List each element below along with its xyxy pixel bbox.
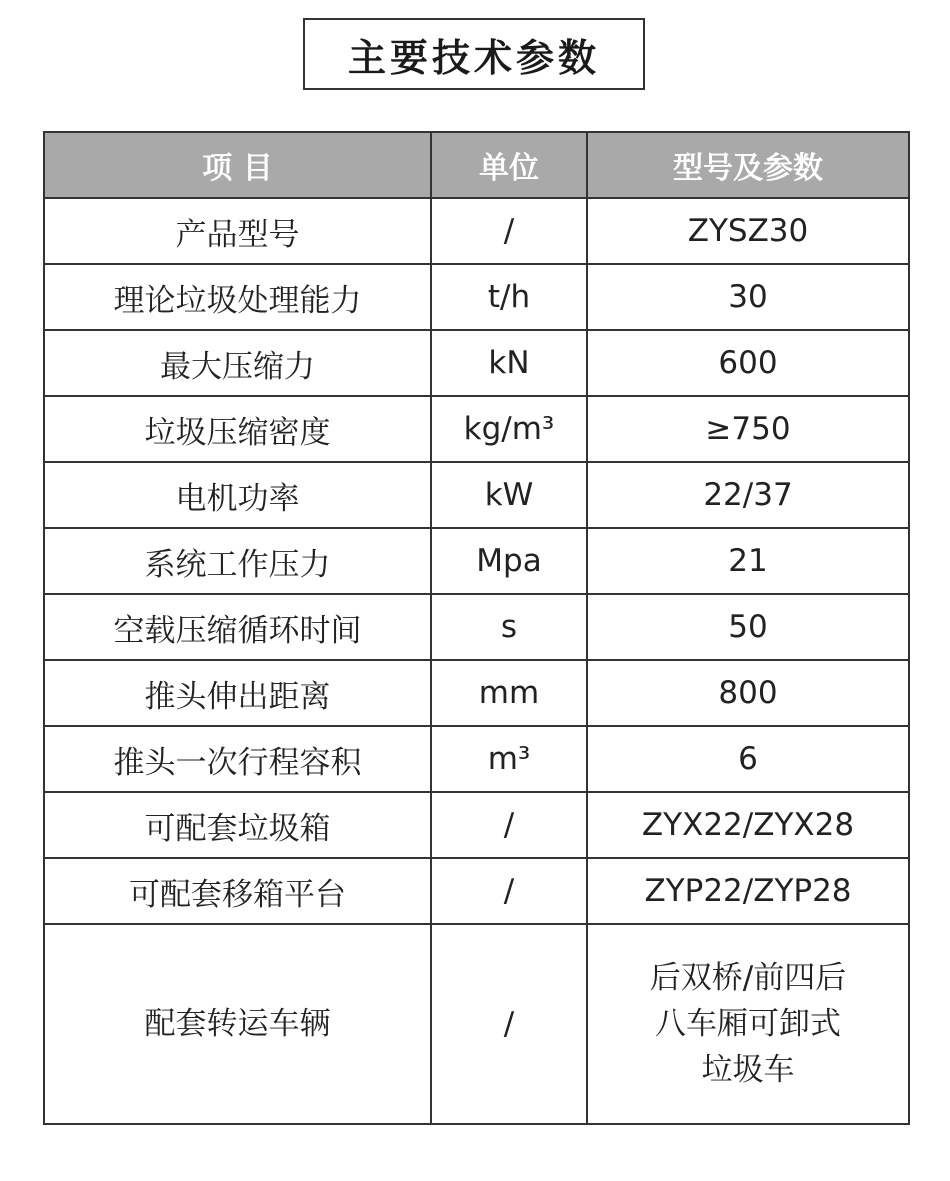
- row-item: 最大压缩力: [44, 330, 431, 396]
- row-value-line: 垃圾车: [701, 1052, 795, 1088]
- row-item: 空载压缩循环时间: [44, 594, 431, 660]
- page-title: 主要技术参数: [303, 18, 645, 90]
- row-item: 推头一次行程容积: [44, 726, 431, 792]
- row-value-line: 八车厢可卸式: [655, 1006, 841, 1042]
- row-value: 21: [587, 528, 909, 594]
- table-row: [44, 396, 909, 462]
- row-value: ≥750: [587, 396, 909, 462]
- row-unit: kW: [431, 462, 587, 528]
- row-value: 30: [587, 264, 909, 330]
- row-value: ZYSZ30: [587, 198, 909, 264]
- row-item: 可配套垃圾箱: [44, 792, 431, 858]
- row-unit: s: [431, 594, 587, 660]
- row-unit: kN: [431, 330, 587, 396]
- row-value-line: 后双桥/前四后: [649, 960, 847, 996]
- row-unit: t/h: [431, 264, 587, 330]
- row-item: 系统工作压力: [44, 528, 431, 594]
- row-unit: /: [431, 858, 587, 924]
- table-row: [44, 924, 909, 1124]
- row-unit: /: [431, 198, 587, 264]
- row-unit: mm: [431, 660, 587, 726]
- row-item: 配套转运车辆: [44, 924, 431, 1124]
- table-row: [44, 528, 909, 594]
- row-value: ZYP22/ZYP28: [587, 858, 909, 924]
- row-item: 产品型号: [44, 198, 431, 264]
- row-unit: /: [431, 792, 587, 858]
- table-row: [44, 726, 909, 792]
- row-item: 推头伸出距离: [44, 660, 431, 726]
- row-item: 理论垃圾处理能力: [44, 264, 431, 330]
- row-value: 800: [587, 660, 909, 726]
- table-row: [44, 792, 909, 858]
- row-value: 50: [587, 594, 909, 660]
- row-unit: kg/m³: [431, 396, 587, 462]
- row-item: 垃圾压缩密度: [44, 396, 431, 462]
- header-unit: 单位: [431, 132, 587, 198]
- row-value: 600: [587, 330, 909, 396]
- row-unit: Mpa: [431, 528, 587, 594]
- row-value: ZYX22/ZYX28: [587, 792, 909, 858]
- row-unit: /: [431, 924, 587, 1124]
- row-value: [587, 924, 909, 1124]
- table-row: [44, 264, 909, 330]
- row-value: 6: [587, 726, 909, 792]
- table-row: [44, 198, 909, 264]
- table-row: [44, 858, 909, 924]
- row-unit: m³: [431, 726, 587, 792]
- header-item: 项 目: [44, 132, 431, 198]
- header-value: 型号及参数: [587, 132, 909, 198]
- table-header-row: [44, 132, 909, 198]
- table-row: [44, 660, 909, 726]
- row-value: 22/37: [587, 462, 909, 528]
- row-item: 电机功率: [44, 462, 431, 528]
- table-row: [44, 594, 909, 660]
- row-item: 可配套移箱平台: [44, 858, 431, 924]
- spec-table: [43, 131, 910, 1125]
- table-row: [44, 462, 909, 528]
- table-row: [44, 330, 909, 396]
